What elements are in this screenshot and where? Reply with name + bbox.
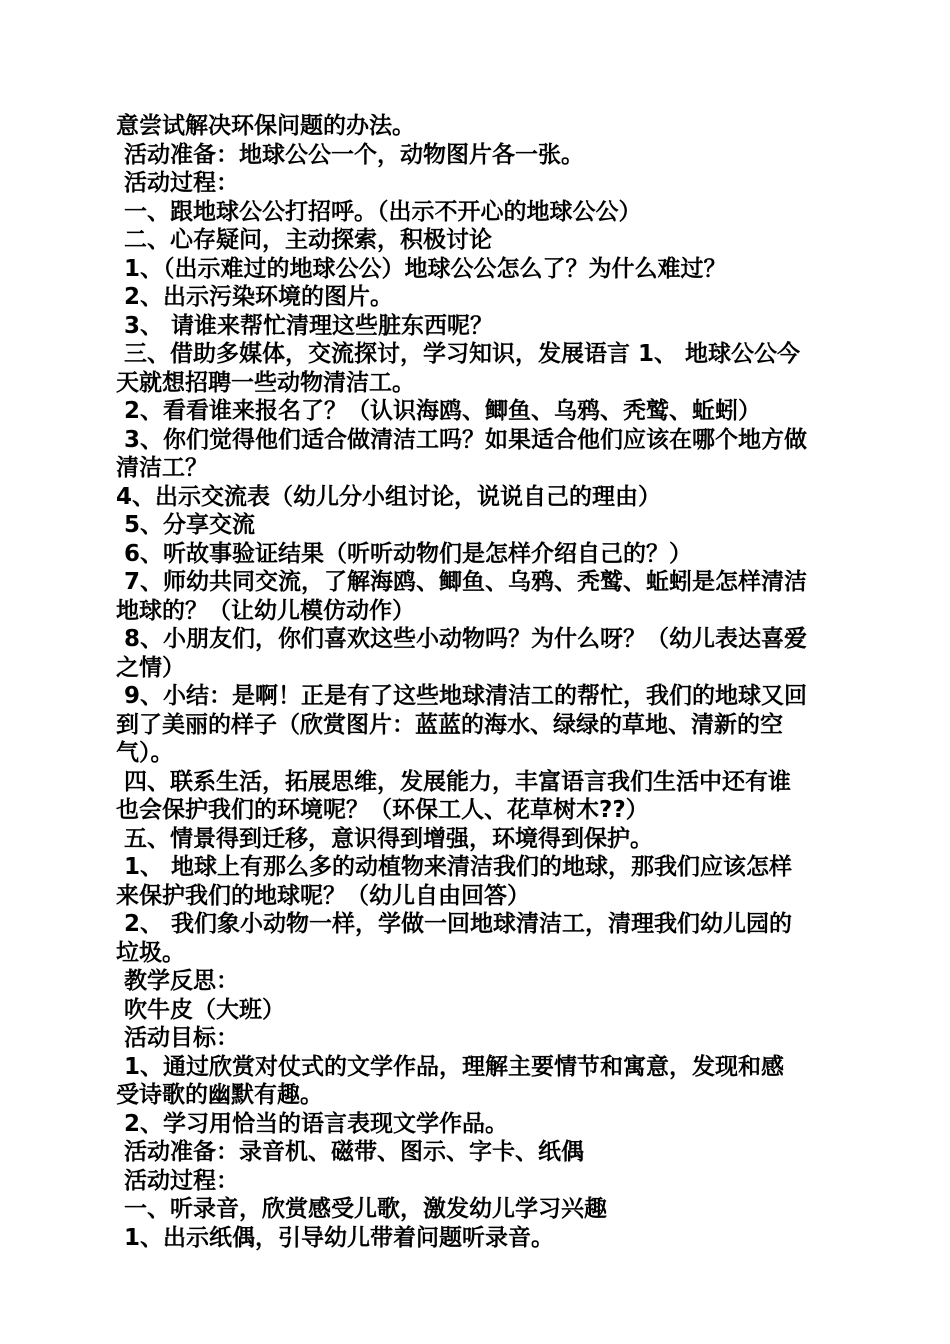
text-line: 活动过程：: [116, 1167, 240, 1194]
text-line: 1、通过欣赏对仗式的文学作品，理解主要情节和寓意，发现和感: [116, 1053, 785, 1080]
text-line: 二、心存疑问，主动探索，积极讨论: [116, 227, 493, 253]
text-line: 地球的？（让幼儿模仿动作）: [116, 597, 415, 624]
text-line: 活动准备：地球公公一个，动物图片各一张。: [116, 141, 585, 168]
text-line: 天就想招聘一些动物清洁工。: [116, 369, 415, 396]
text-line: 活动准备：录音机、磁带、图示、字卡、纸偶: [116, 1139, 585, 1165]
text-line: 5、分享交流: [116, 512, 256, 538]
text-line: 7、师幼共同交流，了解海鸥、鲫鱼、乌鸦、秃鹫、蚯蚓是怎样清洁: [116, 569, 808, 595]
text-line: 也会保护我们的环境呢？（环保工人、花草树木??）: [116, 797, 649, 823]
text-line: 1、 地球上有那么多的动植物来清洁我们的地球，那我们应该怎样: [116, 854, 793, 880]
text-line: 2、 我们象小动物一样，学做一回地球清洁工，清理我们幼儿园的: [116, 911, 793, 937]
text-line: 活动目标：: [116, 1025, 240, 1051]
text-line: 教学反思：: [116, 968, 240, 994]
text-line: 2、看看谁来报名了？（认识海鸥、鲫鱼、乌鸦、秃鹫、蚯蚓）: [116, 398, 762, 424]
text-line: 3、你们觉得他们适合做清洁工吗？如果适合他们应该在哪个地方做: [116, 426, 808, 453]
text-line: 一、跟地球公公打招呼。（出示不开心的地球公公）: [116, 198, 642, 225]
text-line: 到了美丽的样子（欣赏图片：蓝蓝的海水、绿绿的草地、清新的空: [116, 711, 783, 738]
text-line: 3、 请谁来帮忙清理这些脏东西呢？: [116, 312, 494, 339]
text-line: 吹牛皮（大班）: [116, 996, 286, 1023]
text-line: 8、小朋友们，你们喜欢这些小动物吗？为什么呀？（幼儿表达喜爱: [116, 626, 808, 652]
text-line: 4、出示交流表（幼儿分小组讨论，说说自己的理由）: [116, 483, 662, 510]
text-line: 意尝试解决环保问题的办法。: [116, 113, 415, 139]
text-line: 9、小结：是啊！正是有了这些地球清洁工的帮忙，我们的地球又回: [116, 683, 808, 709]
text-line: 之情）: [116, 654, 185, 681]
text-line: 1、出示纸偶，引导幼儿带着问题听录音。: [116, 1224, 555, 1251]
text-line: 1、（出示难过的地球公公）地球公公怎么了？为什么难过？: [116, 255, 727, 282]
text-line: 活动过程：: [116, 170, 240, 196]
text-line: 四、联系生活，拓展思维，发展能力，丰富语言我们生活中还有谁: [116, 768, 792, 795]
text-line: 来保护我们的地球呢？（幼儿自由回答）: [116, 882, 530, 909]
text-line: 受诗歌的幽默有趣。: [116, 1082, 323, 1108]
text-line: 6、听故事验证结果（听听动物们是怎样介绍自己的？）: [116, 540, 693, 567]
document-body: [116, 112, 836, 1252]
text-line: 垃圾。: [116, 939, 185, 966]
text-line: 一、听录音，欣赏感受儿歌，激发幼儿学习兴趣: [116, 1196, 608, 1222]
text-line: 2、出示污染环境的图片。: [116, 284, 394, 310]
text-line: 五、情景得到迁移，意识得到增强，环境得到保护。: [116, 825, 654, 852]
text-line: 清洁工？: [116, 455, 208, 481]
text-line: 气）。: [116, 740, 174, 766]
text-line: 2、学习用恰当的语言表现文学作品。: [116, 1110, 509, 1137]
text-line: 三、借助多媒体，交流探讨，学习知识，发展语言 1、 地球公公今: [116, 341, 801, 367]
